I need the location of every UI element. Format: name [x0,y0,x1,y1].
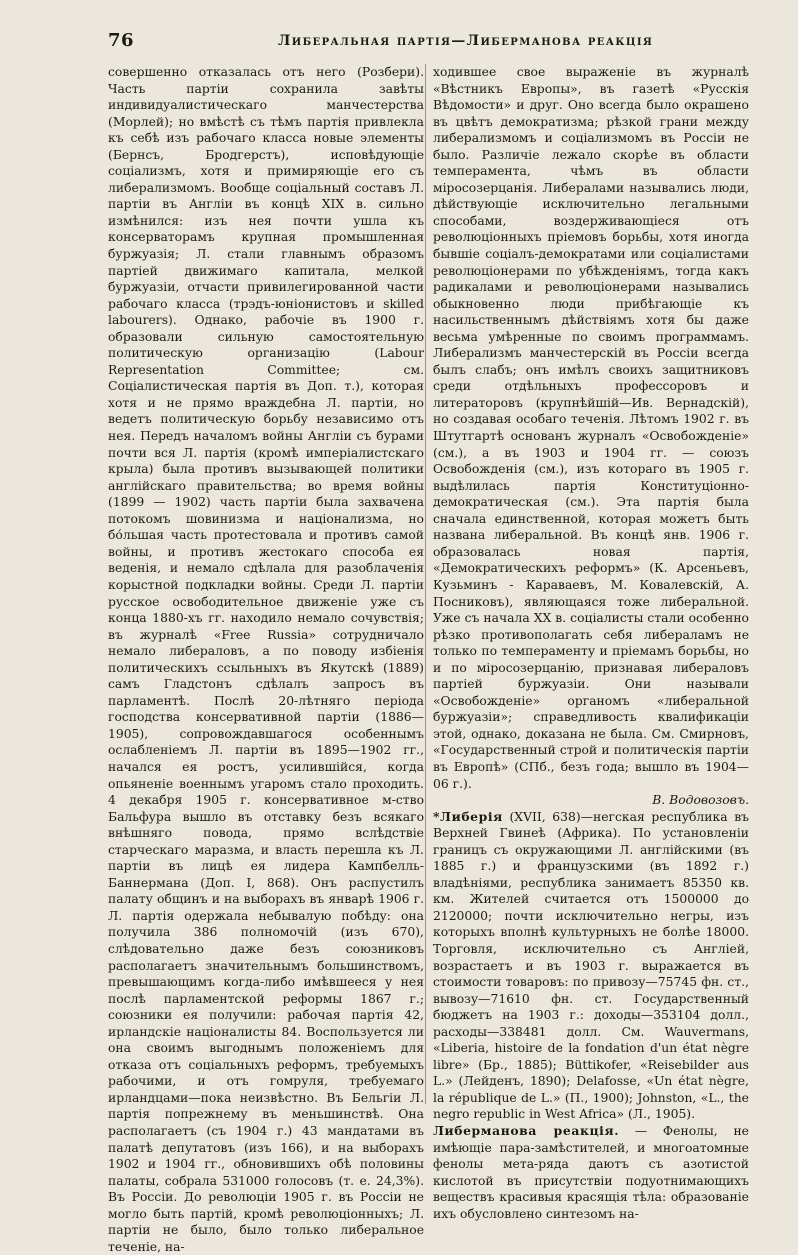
column-divider [425,64,426,1104]
right-column [433,64,749,1222]
entry-body-liebermann: — Фенолы, не имѣющіе пара-замѣстителей, и многоатомные фенолы мета-ряда даютъ съ азотистой кислотой въ присутствіи подуотнимающихъ веществъ красивыя красящія тѣла: образованіе ихъ обусловлено синтезомъ на- [433,1124,749,1221]
entry-headword-liberia: *Либерія [433,808,503,824]
left-column [108,64,424,1255]
entry-liberia [433,809,749,1123]
page-number: 76 [108,30,135,51]
article-signature: В. Водовозовъ. [652,793,749,808]
left-column-text: совершенно отказалась отъ него (Розбери). Часть партіи сохранила завѣты индивидуалистическаго манчестерства (Морлей); но вмѣстѣ съ тѣмъ партія привлекла къ себѣ изъ рабочаго класса новые элементы (Бернсъ, Бродгерстъ), исповѣдующіе соціализмъ, хотя и примиряющіе его съ либерализмомъ. Вообще соціальный составъ Л. партіи въ Англіи въ концѣ XIX в. сильно измѣнился: изъ нея почти ушла къ консерваторамъ крупная промышленная буржуазія; Л. стали главнымъ образомъ партіей движимаго капитала, мелкой буржуазіи, отчасти привилегированной части рабочаго класса (трэдъ-юніонистовъ и skilled labourers). Однако, рабочіе въ 1900 г. образовали сильную самостоятельную политическую организацію (Labour Representation Committee; см. Соціалистическая партія въ Доп. т.), которая хотя и не прямо враждебна Л. партіи, но ведетъ политическую борьбу независимо отъ нея. Передъ началомъ войны Англіи съ бурами почти вся Л. партія (кромѣ имперіалистскаго крыла) была противъ вызывающей политики англійскаго правительства; во время войны (1899 — 1902) часть партіи была захвачена потокомъ шовинизма и націонализма, но бо́льшая часть протестовала и противъ самой войны, и противъ жестокаго способа ея веденія, и немало сдѣлала для разоблаченія корыстной подкладки войны. Среди Л. партіи русское освободительное движеніе уже съ конца 1880-хъ гг. находило немало сочувствія; въ журналѣ «Free Russia» сотрудничало немало либераловъ, а по поводу избіенія политическихъ ссыльныхъ въ Якутскѣ (1889) самъ Гладстонъ сдѣлалъ запросъ въ парламентѣ. Послѣ 20-лѣтняго періода господства консервативной партіи (1886—1905), сопровождавшагося особеннымъ ослабленіемъ Л. партіи въ 1895—1902 гг., начался ея ростъ, усилившійся, когда опьяненіе военнымъ угаромъ стало проходить. 4 декабря 1905 г. консервативное м-ство Бальфура вышло въ отставку безъ всякаго внѣшняго повода, прямо вслѣдствіе старческаго маразма, и власть перешла къ Л. партіи въ лицѣ ея лидера Кампбелль-Баннермана (Доп. I, 868). Онъ распустилъ палату общинъ и на выборахъ въ январѣ 1906 г. Л. партія одержала небывалую побѣду: она получила 386 полномочій (изъ 670), слѣдовательно даже безъ союзниковъ располагаетъ значительнымъ большинствомъ, превышающимъ когда-либо имѣвшееся у нея послѣ парламентской реформы 1867 г.; союзники ея получили: рабочая партія 42, ирландскіе націоналисты 84. Воспользуется ли она своимъ выгоднымъ положеніемъ для отказа отъ соціальныхъ реформъ, требуемыхъ рабочими, и отъ гомруля, требуемаго ирландцами—пока неизвѣстно. Въ Бельгіи Л. партія попрежнему въ меньшинствѣ. Она располагаетъ (съ 1904 г.) 43 мандатами въ палатѣ депутатовъ (изъ 166), и на выборахъ 1902 и 1904 гг., обновившихъ обѣ половины палаты, собрала 531000 голосовъ (т. е. 24,3%). Въ Россіи. До революціи 1905 г. въ Россіи не могло быть партій, кромѣ революціонныхъ; Л. партіи не было, было только либеральное теченіе, на- [108,65,424,1254]
page-header [108,30,772,54]
running-title: Либеральная партія—Либерманова реакція [278,33,654,49]
liberal-party-continuation: ходившее свое выраженіе въ журналѣ «Вѣстникъ Европы», въ газетѣ «Русскія Вѣдомости» и друг. Оно всегда было окрашено въ цвѣтъ демократизма; рѣзкой грани между либерализмомъ и соціализмомъ въ Россіи не было. Различіе лежало скорѣе въ области темперамента, чѣмъ въ области міросозерцанія. Либералами назывались люди, дѣйствующіе исключительно легальными способами, воздерживающіеся отъ революціонныхъ пріемовъ борьбы, хотя иногда бывшіе соціалъ-демократами или соціалистами революціонерами по убѣжденіямъ, тогда какъ радикалами и революціонерами назывались обыкновенно люди прибѣгающіе къ насильственнымъ дѣйствіямъ хотя бы даже весьма умѣренные по своимъ программамъ. Либерализмъ манчестерскій въ Россіи всегда былъ слабъ; онъ имѣлъ своихъ защитниковъ среди отдѣльныхъ профессоровъ и литераторовъ (крупнѣйшій—Ив. Вернадскій), но создавая особаго теченія. Лѣтомъ 1902 г. въ Штутгартѣ основанъ журналъ «Освобожденіе» (см.), а въ 1903 и 1904 гг. — союзъ Освобожденія (см.), изъ котораго въ 1905 г. выдѣлилась партія Конституціонно-демократическая (см.). Эта партія была сначала единственной, которая можетъ быть названа либеральной. Въ концѣ янв. 1906 г. образовалась новая партія, «Демократическихъ реформъ» (К. Арсеньевъ, Кузьминъ - Караваевъ, М. Ковалевскій, А. Посниковъ), являющаяся тоже либеральной. Уже съ начала XX в. соціалисты стали особенно рѣзко противополагать себя либераламъ не только по темпераменту и пріемамъ борьбы, но и по міросозерцанію, признавая либераловъ партіей буржуазіи. Они называли «Освобожденіе» органомъ «либеральной буржуазіи»; справедливость квалификаціи этой, однако, доказана не была. См. Смирновъ, «Государственный строй и политическія партіи въ Европѣ» (СПб., безъ года; вышло въ 1904—06 г.). [433,65,749,791]
entry-headword-liebermann: Либерманова реакція. [433,1123,620,1138]
entry-liebermann-reaction [433,1123,749,1222]
entry-body-liberia: (XVII, 638)—негская республика въ Верхней Гвинеѣ (Африка). По установленіи границъ съ окружающими Л. англійскими (въ 1885 г.) и французскими (въ 1892 г.) владѣніями, республика занимаетъ 85350 кв. км. Жителей считается отъ 1500000 до 2120000; почти исключительно негры, изъ которыхъ вполнѣ культурныхъ не болѣе 18000. Торговля, исключительно съ Англіей, возрастаетъ и въ 1903 г. выражается въ стоимости товаровъ: по привозу—75745 фн. ст., вывозу—71610 фн. ст. Государственный бюджетъ на 1903 г.: доходы—353104 долл., расходы—338481 долл. См. Wauvermans, «Liberia, histoire de la fondation d'un état nègre libre» (Бр., 1885); Büttikofer, «Reisebilder aus L.» (Лейденъ, 1890); Delafosse, «Un état nègre, la république de L.» (П., 1900); Johnston, «L., the negro republic in West Africa» (Л., 1905). [433,809,749,1122]
